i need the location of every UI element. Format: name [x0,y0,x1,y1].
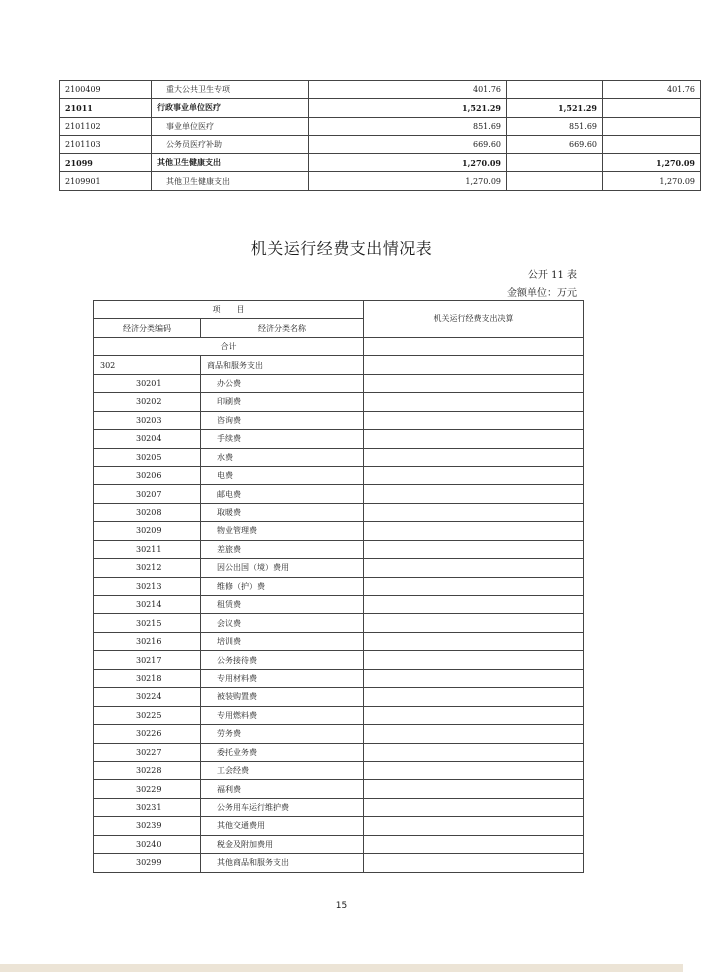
cell-total: 401.76 [309,81,507,99]
cell-value [364,374,584,392]
cell-code: 30205 [94,448,201,466]
cell-code: 2101103 [60,135,152,153]
budget-continuation-table [59,80,701,191]
operating-expense-table [93,300,584,873]
page-bottom-band [0,964,683,972]
cell-project: 401.76 [603,81,701,99]
table-row [94,522,584,540]
cell-value [364,798,584,816]
cell-value [364,761,584,779]
cell-basic: 669.60 [507,135,603,153]
cell-project [603,135,701,153]
cell-code: 30213 [94,577,201,595]
cell-name: 手续费 [201,430,364,448]
cell-name: 培训费 [201,632,364,650]
cell-name: 重大公共卫生专项 [152,81,309,99]
cell-code: 21099 [60,154,152,172]
group-name: 商品和服务支出 [201,356,364,374]
cell-name: 电费 [201,466,364,484]
table-row [94,854,584,872]
table-row [94,466,584,484]
cell-value [364,780,584,798]
cell-value [364,835,584,853]
cell-code: 30299 [94,854,201,872]
cell-name: 会议费 [201,614,364,632]
cell-value [364,540,584,558]
table-row [94,559,584,577]
cell-name: 专用燃料费 [201,706,364,724]
cell-name: 行政事业单位医疗 [152,99,309,117]
cell-code: 30216 [94,632,201,650]
cell-value [364,466,584,484]
cell-code: 30207 [94,485,201,503]
cell-name: 印刷费 [201,393,364,411]
table-row [60,117,701,135]
cell-total: 669.60 [309,135,507,153]
cell-name: 福利费 [201,780,364,798]
table-row [60,135,701,153]
cell-code: 30226 [94,725,201,743]
table-row [94,706,584,724]
cell-value [364,411,584,429]
table-row [94,651,584,669]
cell-name: 其他卫生健康支出 [152,154,309,172]
cell-name: 邮电费 [201,485,364,503]
cell-code: 30201 [94,374,201,392]
cell-name: 物业管理费 [201,522,364,540]
cell-code: 21011 [60,99,152,117]
cell-code: 30225 [94,706,201,724]
table-row [94,393,584,411]
cell-code: 30240 [94,835,201,853]
cell-name: 水费 [201,448,364,466]
table-row [94,596,584,614]
table-row [94,798,584,816]
cell-total: 1,270.09 [309,154,507,172]
cell-code: 30212 [94,559,201,577]
cell-code: 30217 [94,651,201,669]
table-row [60,172,701,190]
cell-value [364,854,584,872]
table-number: 公开 11 表 [527,270,577,281]
cell-name: 其他卫生健康支出 [152,172,309,190]
cell-name: 劳务费 [201,725,364,743]
cell-code: 30229 [94,780,201,798]
table-row [94,503,584,521]
table-row [94,743,584,761]
group-code: 302 [94,356,201,374]
cell-value [364,651,584,669]
cell-name: 维修（护）费 [201,577,364,595]
table-row [94,577,584,595]
cell-value [364,448,584,466]
total-value [364,337,584,355]
cell-basic [507,81,603,99]
cell-value [364,688,584,706]
cell-code: 30211 [94,540,201,558]
table-row [94,374,584,392]
cell-name: 公务用车运行维护费 [201,798,364,816]
cell-code: 2101102 [60,117,152,135]
table-row [94,725,584,743]
cell-code: 30204 [94,430,201,448]
cell-project: 1,270.09 [603,172,701,190]
table-row [94,448,584,466]
group-value [364,356,584,374]
header-amount: 机关运行经费支出决算 [364,301,584,338]
cell-value [364,596,584,614]
cell-value [364,485,584,503]
table-row [94,632,584,650]
table-row [94,688,584,706]
cell-name: 工会经费 [201,761,364,779]
cell-code: 2109901 [60,172,152,190]
cell-basic: 851.69 [507,117,603,135]
cell-value [364,632,584,650]
cell-code: 30227 [94,743,201,761]
cell-name: 咨询费 [201,411,364,429]
cell-value [364,559,584,577]
cell-name: 公务员医疗补助 [152,135,309,153]
total-label: 合计 [94,337,364,355]
amount-unit: 金额单位：万元 [507,288,577,299]
cell-value [364,706,584,724]
cell-project: 1,270.09 [603,154,701,172]
cell-name: 委托业务费 [201,743,364,761]
cell-code: 30228 [94,761,201,779]
section-title: 机关运行经费支出情况表 [250,239,433,258]
cell-name: 取暖费 [201,503,364,521]
cell-code: 30218 [94,669,201,687]
cell-value [364,577,584,595]
cell-total: 851.69 [309,117,507,135]
cell-value [364,725,584,743]
table-row [94,540,584,558]
header-name: 经济分类名称 [201,319,364,337]
group-row [94,356,584,374]
header-code: 经济分类编码 [94,319,201,337]
cell-code: 30208 [94,503,201,521]
cell-code: 30231 [94,798,201,816]
table-row [94,835,584,853]
header-item: 项 目 [94,301,364,319]
cell-code: 2100409 [60,81,152,99]
cell-code: 30215 [94,614,201,632]
cell-basic [507,154,603,172]
table-row [60,99,701,117]
cell-value [364,743,584,761]
cell-total: 1,521.29 [309,99,507,117]
cell-name: 办公费 [201,374,364,392]
cell-code: 30239 [94,817,201,835]
table-row [94,485,584,503]
cell-value [364,614,584,632]
cell-name: 公务接待费 [201,651,364,669]
cell-name: 被装购置费 [201,688,364,706]
cell-code: 30209 [94,522,201,540]
table-row [60,81,701,99]
table-row [94,430,584,448]
cell-code: 30214 [94,596,201,614]
cell-name: 因公出国（境）费用 [201,559,364,577]
cell-value [364,503,584,521]
cell-name: 事业单位医疗 [152,117,309,135]
header-row [94,301,584,319]
cell-name: 其他商品和服务支出 [201,854,364,872]
cell-value [364,522,584,540]
table-row [94,669,584,687]
table-row [60,154,701,172]
table-row [94,780,584,798]
cell-project [603,117,701,135]
table-row [94,411,584,429]
cell-value [364,393,584,411]
cell-name: 专用材料费 [201,669,364,687]
cell-basic [507,172,603,190]
cell-name: 其他交通费用 [201,817,364,835]
cell-name: 税金及附加费用 [201,835,364,853]
page-number: 15 [335,901,348,911]
cell-value [364,669,584,687]
cell-code: 30224 [94,688,201,706]
total-row [94,337,584,355]
cell-code: 30202 [94,393,201,411]
cell-basic: 1,521.29 [507,99,603,117]
cell-value [364,817,584,835]
cell-total: 1,270.09 [309,172,507,190]
cell-value [364,430,584,448]
table-row [94,817,584,835]
cell-code: 30206 [94,466,201,484]
cell-project [603,99,701,117]
cell-code: 30203 [94,411,201,429]
table-row [94,614,584,632]
cell-name: 差旅费 [201,540,364,558]
cell-name: 租赁费 [201,596,364,614]
table-row [94,761,584,779]
